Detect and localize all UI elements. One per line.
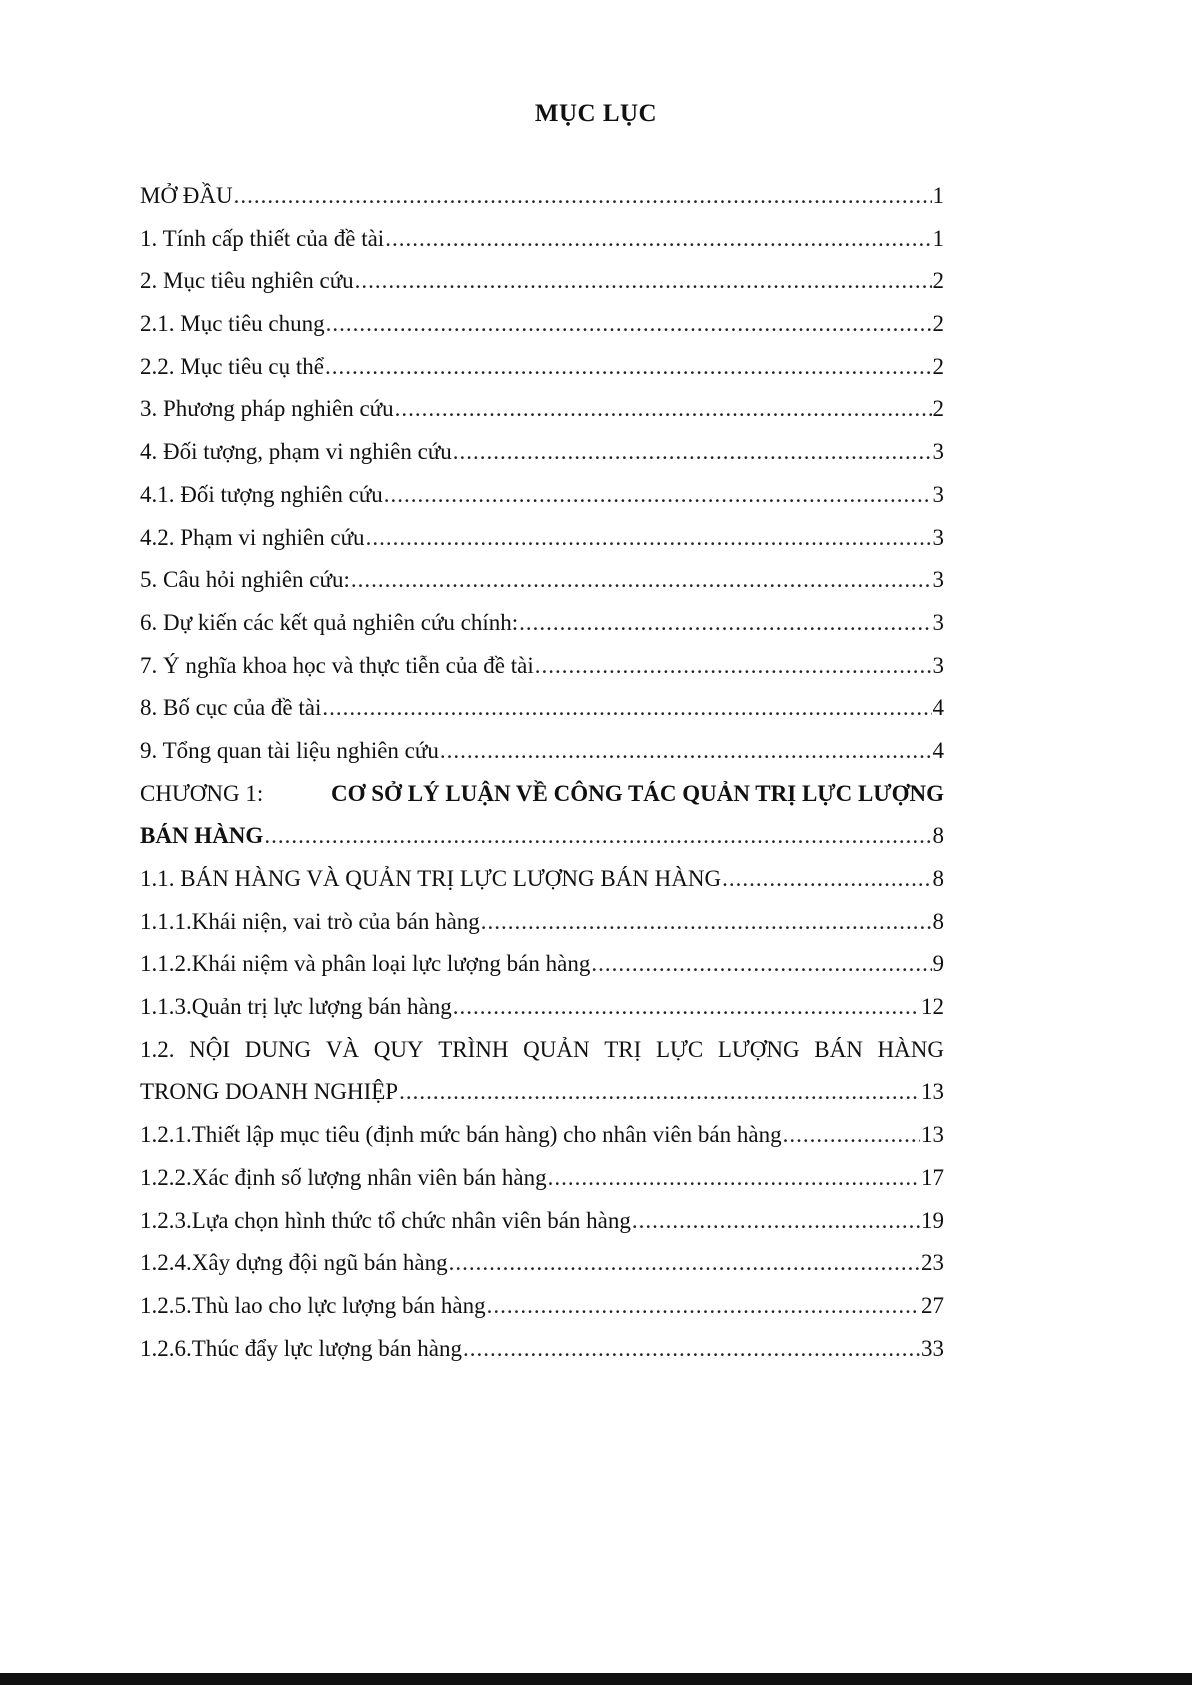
toc-entry-label: 1.2.5.Thù lao cho lực lượng bán hàng <box>140 1292 486 1318</box>
toc-entry-label: 2.1. Mục tiêu chung <box>140 311 325 337</box>
toc-entry-label: 6. Dự kiến các kết quả nghiên cứu chính: <box>140 609 519 635</box>
dot-leader <box>535 645 932 688</box>
toc-entry-label: 9. Tổng quan tài liệu nghiên cứu <box>140 737 439 763</box>
toc-entry-page: 4 <box>932 695 944 721</box>
toc-entry-page: 13 <box>921 1122 944 1148</box>
toc-entry-label: 4. Đối tượng, phạm vi nghiên cứu <box>140 439 452 465</box>
heading-word: TRỊ <box>604 1036 642 1062</box>
dot-leader <box>463 1328 920 1371</box>
dot-leader <box>395 388 932 431</box>
chapter-prefix: CHƯƠNG 1: <box>140 780 264 806</box>
toc-entry[interactable] <box>140 218 944 261</box>
section-heading-line1 <box>140 1029 944 1072</box>
dot-leader <box>322 687 931 730</box>
heading-word: 1.2. <box>140 1036 175 1062</box>
toc-entry-page: 3 <box>932 524 944 550</box>
toc-entry-label: 1.1.1.Khái niện, vai trò của bán hàng <box>140 908 480 934</box>
dot-leader <box>440 730 932 773</box>
toc-entry[interactable] <box>140 901 944 944</box>
dot-leader <box>481 901 932 944</box>
heading-word: DUNG <box>244 1036 312 1062</box>
toc-entry[interactable] <box>140 431 944 474</box>
toc-entry[interactable] <box>140 1114 944 1157</box>
toc-entry-page: 12 <box>921 994 944 1020</box>
toc-chapter-heading-line2[interactable] <box>140 815 944 858</box>
toc-entry-label: 4.1. Đối tượng nghiên cứu <box>140 481 383 507</box>
toc-entry[interactable] <box>140 943 944 986</box>
toc-entry-label: 8. Bố cục của đề tài <box>140 695 322 721</box>
toc-entry-page: 23 <box>921 1250 944 1276</box>
toc-section-heading-line1[interactable] <box>140 1029 944 1072</box>
toc-entry-label: 1.2.1.Thiết lập mục tiêu (định mức bán hàng) cho nhân viên bán hàng <box>140 1122 782 1148</box>
dot-leader <box>632 1200 920 1243</box>
dot-leader <box>783 1114 920 1157</box>
toc-entry-label: 1.1.2.Khái niệm và phân loại lực lượng bán hàng <box>140 951 591 977</box>
toc-entry[interactable] <box>140 559 944 602</box>
dot-leader <box>326 303 932 346</box>
chapter-title-line1: CƠ SỞ LÝ LUẬN VỀ CÔNG TÁC QUẢN TRỊ LỰC LƯỢNG <box>331 780 944 806</box>
toc-entry-page: 3 <box>932 439 944 465</box>
toc-entry[interactable] <box>140 175 944 218</box>
toc-entry-label: 1.2.6.Thúc đẩy lực lượng bán hàng <box>140 1335 462 1361</box>
toc-entry[interactable] <box>140 303 944 346</box>
toc-entry[interactable] <box>140 1285 944 1328</box>
dot-leader <box>453 986 920 1029</box>
heading-word: VÀ <box>325 1036 360 1062</box>
toc-entry-page: 8 <box>932 866 944 891</box>
bottom-edge-bar <box>0 1673 1192 1685</box>
toc-entry-page: 3 <box>932 481 944 507</box>
toc-entry-label: 1. Tính cấp thiết của đề tài <box>140 225 385 251</box>
toc-entry-page: 4 <box>932 737 944 763</box>
toc-entry[interactable] <box>140 1157 944 1200</box>
toc-section-heading-line2[interactable] <box>140 1071 944 1114</box>
toc-entry[interactable] <box>140 1200 944 1243</box>
toc-entry-label: 2. Mục tiêu nghiên cứu <box>140 268 354 294</box>
toc-entry[interactable] <box>140 388 944 431</box>
toc-entry-page: 2 <box>932 353 944 379</box>
toc-entry-page: 9 <box>932 951 944 977</box>
toc-entry-label: 1.2.2.Xác định số lượng nhân viên bán hàng <box>140 1164 547 1190</box>
toc-entry-page: 13 <box>921 1079 944 1105</box>
toc-entry[interactable] <box>140 687 944 730</box>
toc-entry-page: 8 <box>932 908 944 934</box>
toc-entry-label: 1.1.3.Quản trị lực lượng bán hàng <box>140 994 452 1020</box>
toc-entry[interactable] <box>140 1328 944 1371</box>
toc-entry-page: 2 <box>932 268 944 294</box>
toc-entry[interactable] <box>140 730 944 773</box>
toc-entry-label: MỞ ĐẦU <box>140 183 233 208</box>
dot-leader <box>385 218 931 261</box>
dot-leader <box>453 431 932 474</box>
toc-entry-page: 19 <box>921 1207 944 1233</box>
toc-entry-label: 7. Ý nghĩa khoa học và thực tiễn của đề tài <box>140 652 534 678</box>
heading-word: LƯỢNG <box>717 1036 800 1062</box>
chapter-heading-line1 <box>140 773 944 816</box>
toc-entry[interactable] <box>140 260 944 303</box>
dot-leader <box>548 1157 920 1200</box>
chapter-title-line2: BÁN HÀNG <box>140 823 264 849</box>
dot-leader <box>234 175 932 218</box>
heading-word: QUẢN <box>523 1036 590 1062</box>
table-of-contents <box>140 175 944 1370</box>
toc-title: MỤC LỤC <box>534 100 658 127</box>
toc-entry-label: 1.2.3.Lựa chọn hình thức tổ chức nhân viên bán hàng <box>140 1207 631 1233</box>
toc-entry-label: 3. Phương pháp nghiên cứu <box>140 396 394 422</box>
toc-entry[interactable] <box>140 346 944 389</box>
dot-leader <box>591 943 931 986</box>
dot-leader <box>519 602 931 645</box>
toc-entry-page: 2 <box>932 396 944 422</box>
dot-leader <box>325 346 932 389</box>
toc-entry-page: 3 <box>932 652 944 678</box>
toc-entry[interactable] <box>140 474 944 517</box>
toc-entry-page: 1 <box>932 183 944 208</box>
dot-leader <box>399 1071 920 1114</box>
toc-entry-page: 27 <box>921 1292 944 1318</box>
toc-entry[interactable] <box>140 1242 944 1285</box>
toc-entry-page: 33 <box>921 1335 944 1361</box>
toc-entry-label: 5. Câu hỏi nghiên cứu: <box>140 567 350 593</box>
toc-entry[interactable] <box>140 517 944 560</box>
dot-leader <box>366 517 932 560</box>
toc-entry-page: 8 <box>932 823 944 849</box>
toc-entry-page: 17 <box>921 1164 944 1190</box>
heading-word: QUY <box>373 1036 424 1062</box>
toc-entry-label: 1.2.4.Xây dựng đội ngũ bán hàng <box>140 1250 448 1276</box>
heading-word: BÁN <box>814 1036 863 1062</box>
toc-entry[interactable] <box>140 645 944 688</box>
toc-entry[interactable] <box>140 602 944 645</box>
dot-leader <box>264 815 931 858</box>
toc-chapter-heading-line1[interactable] <box>140 773 944 816</box>
heading-word: TRÌNH <box>438 1036 509 1062</box>
toc-entry-label: TRONG DOANH NGHIỆP <box>140 1079 399 1105</box>
toc-entry-page: 1 <box>932 225 944 251</box>
dot-leader <box>351 559 932 602</box>
toc-entry-label: 1.1. BÁN HÀNG VÀ QUẢN TRỊ LỰC LƯỢNG BÁN HÀNG <box>140 866 722 891</box>
dot-leader <box>487 1285 920 1328</box>
toc-entry[interactable] <box>140 986 944 1029</box>
toc-entry-page: 3 <box>932 567 944 593</box>
toc-entry-page: 2 <box>932 311 944 337</box>
heading-word: NỘI <box>189 1036 231 1062</box>
dot-leader <box>355 260 932 303</box>
heading-word: HÀNG <box>877 1036 944 1062</box>
dot-leader <box>384 474 932 517</box>
toc-entry-label: 2.2. Mục tiêu cụ thể <box>140 353 324 379</box>
toc-section-heading[interactable] <box>140 858 944 901</box>
heading-word: LỰC <box>655 1036 704 1062</box>
toc-entry-page: 3 <box>932 609 944 635</box>
toc-entry-label: 4.2. Phạm vi nghiên cứu <box>140 524 365 550</box>
dot-leader <box>449 1242 920 1285</box>
dot-leader <box>722 858 931 901</box>
